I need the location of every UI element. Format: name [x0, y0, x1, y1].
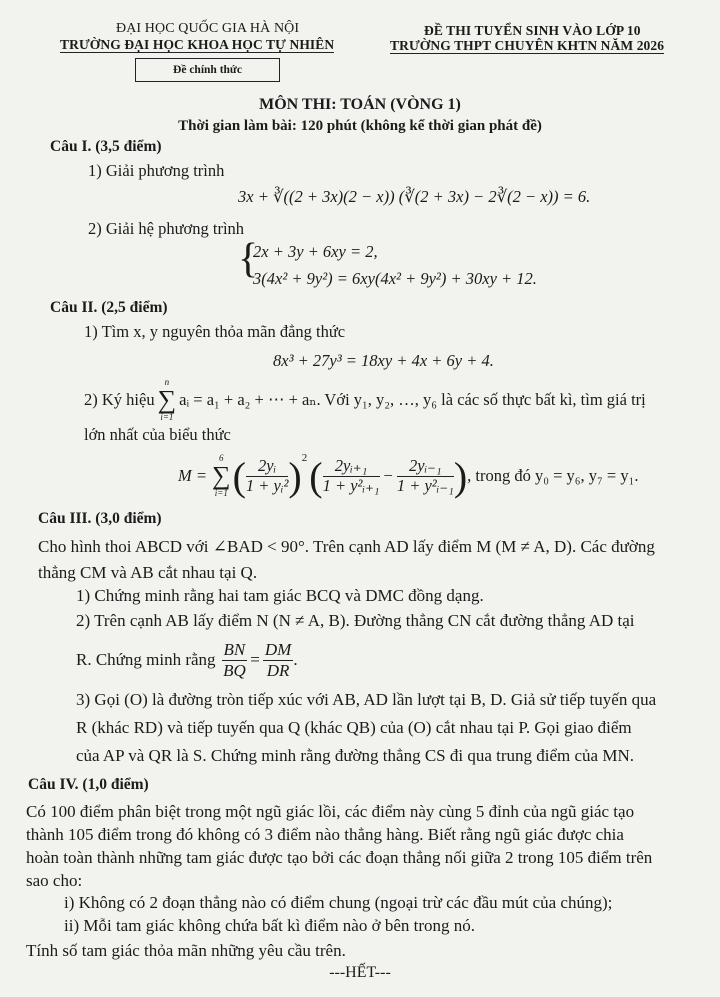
square-exponent: 2 — [301, 452, 308, 464]
ratio-bq: BQ — [223, 660, 246, 680]
q1-system-eq1: 2x + 3y + 6xy = 2, — [253, 242, 378, 261]
sigma-glyph: ∑ — [157, 385, 177, 414]
frac-3 — [397, 457, 454, 496]
exam-school-year — [390, 38, 664, 54]
q4-condition-1: i) Không có 2 đoạn thẳng nào có điểm chung (ngoại trừ các đầu mút của chúng); — [64, 893, 613, 912]
q3-part2-line1: 2) Trên cạnh AB lấy điểm N (N ≠ A, B). Đường thẳng CN cắt đường thẳng AD tại — [76, 611, 635, 630]
q2-part2 — [84, 378, 646, 422]
period: . — [293, 650, 298, 670]
school-name — [60, 37, 334, 53]
m-sigma-glyph: ∑ — [212, 461, 231, 490]
exam-duration: Thời gian làm bài: 120 phút (không kể thời gian phát đề) — [178, 118, 542, 134]
minus-sign: − — [383, 466, 393, 485]
paren-open-1: ( — [232, 453, 246, 499]
q1-part1: 1) Giải phương trình — [88, 161, 225, 180]
frac-2 — [323, 457, 380, 496]
frac-1 — [246, 457, 289, 496]
q2-part2-line2: lớn nhất của biểu thức — [84, 425, 231, 444]
frac-2-den: 1 + y²ᵢ₊₁ — [322, 475, 380, 495]
m-expression — [178, 448, 638, 504]
q4-condition-2: ii) Mỗi tam giác không chứa bất kì điểm nào ở bên trong nó. — [64, 916, 476, 935]
q4-line1: Có 100 điểm phân biệt trong một ngũ giác lồi, các điểm này cùng 5 đỉnh của ngũ giác tạo — [26, 802, 635, 821]
q1-system-eq2: 3(4x² + 9y²) = 6xy(4x² + 9y²) + 30xy + 12. — [253, 269, 537, 288]
paren-open-2: ( — [309, 453, 323, 499]
q3-title: Câu III. (3,0 điểm) — [38, 510, 162, 527]
sum-lower: i=1 — [160, 412, 174, 422]
subject-title: MÔN THI: TOÁN (VÒNG 1) — [259, 96, 461, 113]
ratio-dm: DM — [264, 640, 292, 659]
q3-part3-line1: 3) Gọi (O) là đường tròn tiếp xúc với AB, AD lần lượt tại B, D. Giả sử tiếp tuyến qua — [76, 690, 657, 709]
ratio-dm-dr — [263, 640, 293, 680]
ratio-bn: BN — [223, 640, 246, 659]
q4-question: Tính số tam giác thỏa mãn những yêu cầu trên. — [26, 941, 346, 960]
m-sum-upper: 6 — [219, 453, 224, 463]
q4-line3: hoàn toàn thành những tam giác được tạo bởi các đoạn thẳng nối giữa 2 trong 105 điểm trên — [26, 848, 653, 867]
exam-school-year-text: TRƯỜNG THPT CHUYÊN KHTN NĂM 2026 — [390, 38, 665, 53]
frac-1-num: 2yᵢ — [246, 457, 289, 477]
q2-part2-lead: 2) Ký hiệu — [84, 390, 155, 409]
end-marker: ---HẾT--- — [329, 964, 391, 981]
q3-intro-line1: Cho hình thoi ABCD với ∠BAD < 90°. Trên cạnh AD lấy điểm M (M ≠ A, D). Các đường — [38, 537, 655, 556]
m-condition: , trong đó y₀ = y₆, y₇ = y₁. — [467, 466, 639, 485]
official-badge: Đề chính thức — [135, 58, 280, 82]
q2-part2-definition: aᵢ = a₁ + a₂ + ⋯ + aₙ. Với y₁, y₂, …, y₆ là các số thực bất kì, tìm giá trị — [179, 390, 646, 409]
frac-3-den: 1 + y²ᵢ₋₁ — [396, 475, 454, 495]
q4-title: Câu IV. (1,0 điểm) — [28, 776, 149, 793]
ratio-dr: DR — [266, 660, 290, 680]
q3-part1: 1) Chứng minh rằng hai tam giác BCQ và DMC đồng dạng. — [76, 586, 484, 605]
q1-title: Câu I. (3,5 điểm) — [50, 138, 162, 155]
paren-close-1: ) — [288, 453, 302, 499]
m-sum-symbol — [212, 454, 231, 498]
ratio-bn-bq — [222, 640, 248, 680]
sum-upper: n — [164, 377, 170, 387]
system-brace: { — [238, 236, 259, 282]
q3-intro-line2: thẳng CM và AB cắt nhau tại Q. — [38, 563, 258, 582]
frac-1-den: 1 + yᵢ² — [245, 475, 289, 495]
q4-line4: sao cho: — [26, 871, 83, 890]
m-lhs: M = — [178, 466, 208, 485]
exam-heading: ĐỀ THI TUYỂN SINH VÀO LỚP 10 — [424, 23, 641, 38]
university-name: ĐẠI HỌC QUỐC GIA HÀ NỘI — [116, 21, 300, 36]
equals-sign: = — [250, 650, 260, 670]
frac-3-num: 2yᵢ₋₁ — [397, 457, 454, 477]
q1-equation: 3x + ∛((2 + 3x)(2 − x)) (∛(2 + 3x) − 2∛(2 − x)) = 6. — [238, 187, 591, 206]
m-sum-lower: i=1 — [214, 488, 228, 498]
q3-part2-lead: R. Chứng minh rằng — [76, 650, 216, 670]
q3-part3-line3: của AP và QR là S. Chứng minh rằng đường thẳng CS đi qua trung điểm của MN. — [76, 746, 634, 765]
q2-equation: 8x³ + 27y³ = 18xy + 4x + 6y + 4. — [273, 351, 494, 370]
frac-2-num: 2yᵢ₊₁ — [323, 457, 380, 477]
school-name-text: TRƯỜNG ĐẠI HỌC KHOA HỌC TỰ NHIÊN — [60, 37, 335, 52]
paren-close-2: ) — [453, 453, 468, 499]
q2-title: Câu II. (2,5 điểm) — [50, 299, 168, 316]
q2-part1: 1) Tìm x, y nguyên thỏa mãn đẳng thức — [84, 322, 346, 341]
q3-part3-line2: R (khác RD) và tiếp tuyến qua Q (khác QB) của (O) cắt nhau tại P. Gọi giao điểm — [76, 718, 632, 737]
q1-part2: 2) Giải hệ phương trình — [88, 219, 245, 238]
q4-line2: thành 105 điểm trong đó không có 3 điểm nào thẳng hàng. Biết rằng ngũ giác được chia — [26, 825, 624, 844]
sum-symbol — [158, 378, 177, 422]
q3-part2-line2 — [76, 640, 298, 680]
